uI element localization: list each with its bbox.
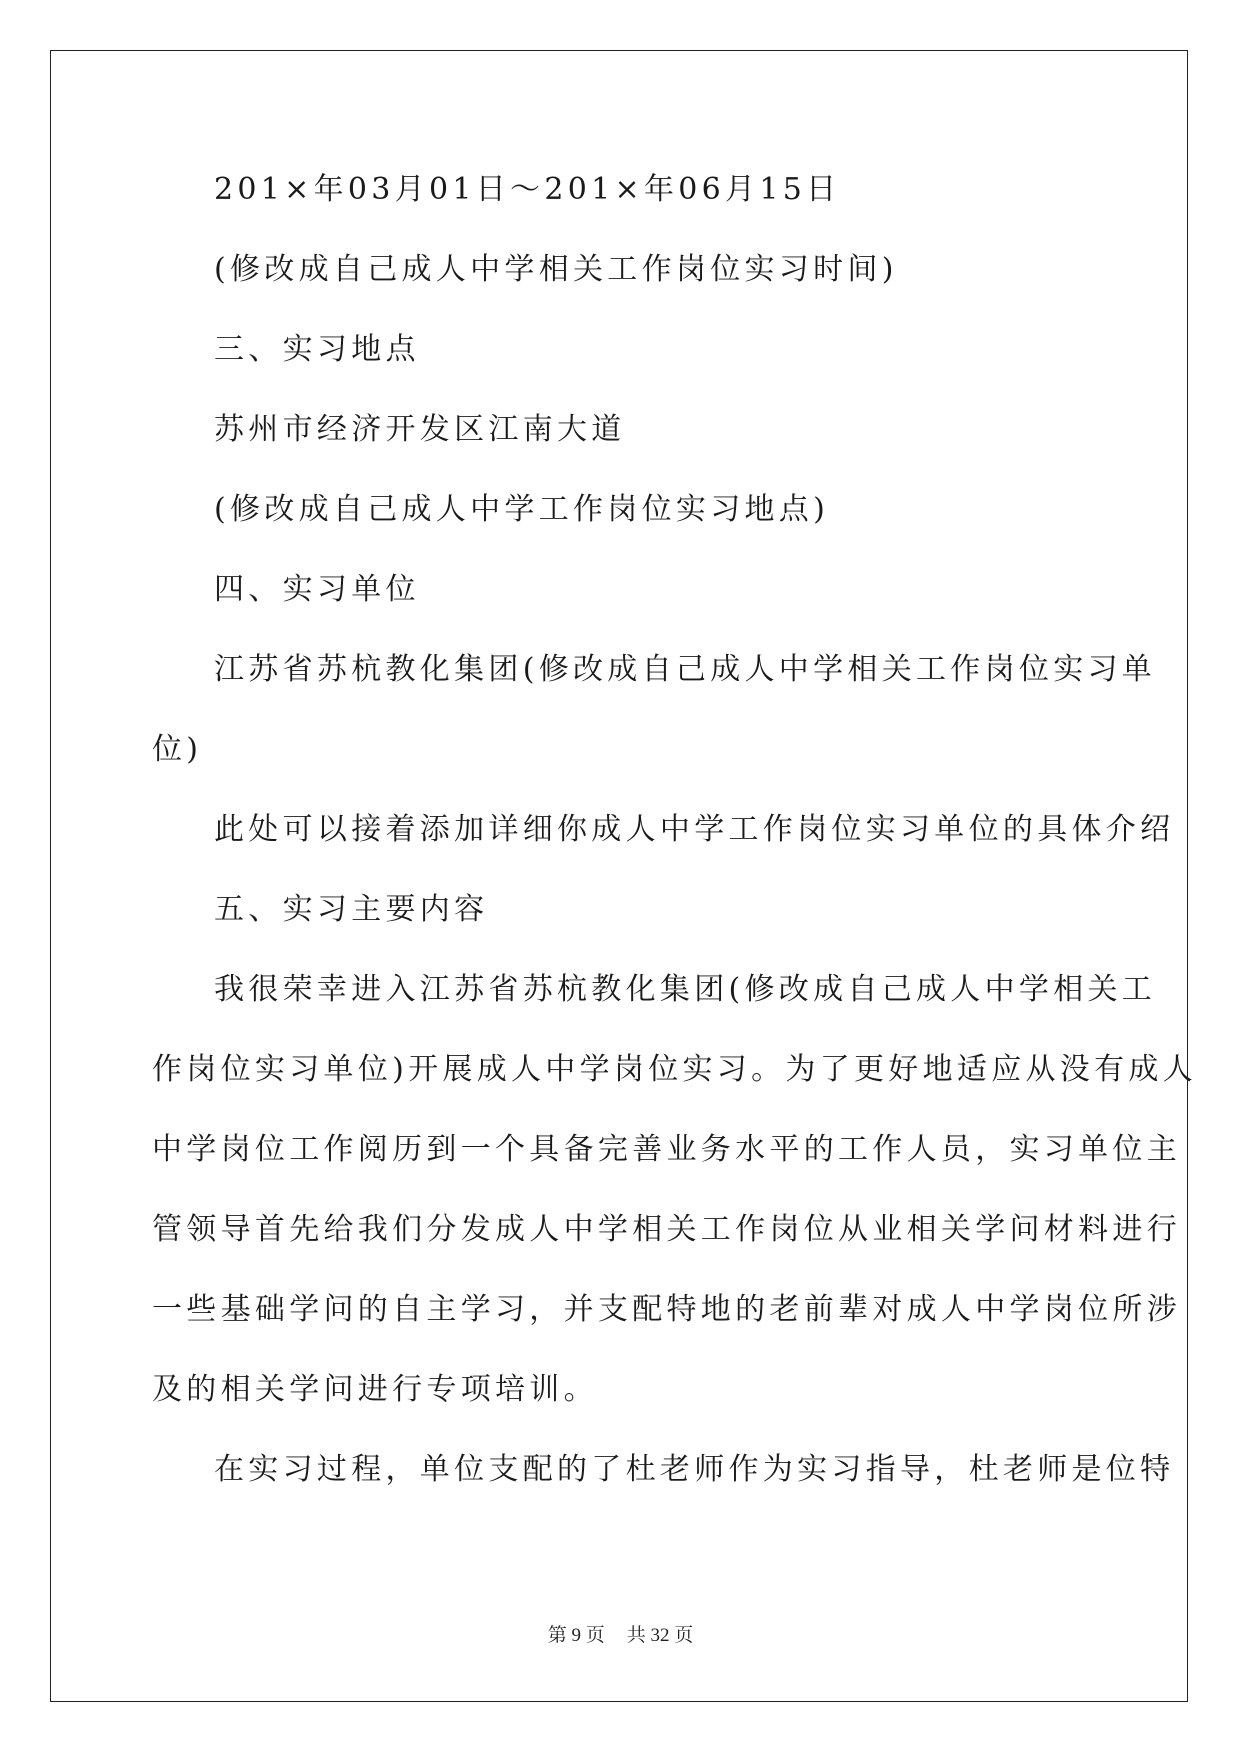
unit-paragraph-line: 位) xyxy=(152,732,203,767)
content-paragraph-line: 及的相关学问进行专项培训。 xyxy=(152,1372,598,1407)
total-pages: 共 32 页 xyxy=(626,1625,694,1646)
process-paragraph-line: 在实习过程，单位支配的了杜老师作为实习指导，杜老师是位特 xyxy=(214,1452,1175,1487)
date-range-line: 201×年03月01日～201×年06月15日 xyxy=(214,172,841,207)
content-paragraph-line: 作岗位实习单位)开展成人中学岗位实习。为了更好地适应从没有成人 xyxy=(152,1052,1198,1087)
content-paragraph-line: 我很荣幸进入江苏省苏杭教化集团(修改成自己成人中学相关工 xyxy=(214,972,1157,1007)
page-number: 第 9 页 xyxy=(547,1625,605,1646)
location-address: 苏州市经济开发区江南大道 xyxy=(214,412,626,447)
section-heading-location: 三、实习地点 xyxy=(214,332,420,367)
page-footer xyxy=(0,1620,1241,1647)
location-note: (修改成自己成人中学工作岗位实习地点) xyxy=(214,492,830,527)
content-paragraph-line: 管领导首先给我们分发成人中学相关工作岗位从业相关学问材料进行 xyxy=(152,1212,1181,1247)
unit-paragraph-line: 江苏省苏杭教化集团(修改成自己成人中学相关工作岗位实习单 xyxy=(214,652,1157,687)
unit-intro-note: 此处可以接着添加详细你成人中学工作岗位实习单位的具体介绍 xyxy=(214,812,1175,847)
internship-time-note: (修改成自己成人中学相关工作岗位实习时间) xyxy=(214,252,898,287)
content-paragraph-line: 中学岗位工作阅历到一个具备完善业务水平的工作人员，实习单位主 xyxy=(152,1132,1181,1167)
section-heading-unit: 四、实习单位 xyxy=(214,572,420,607)
content-paragraph-line: 一些基础学问的自主学习，并支配特地的老前辈对成人中学岗位所涉 xyxy=(152,1292,1181,1327)
section-heading-content: 五、实习主要内容 xyxy=(214,892,489,927)
